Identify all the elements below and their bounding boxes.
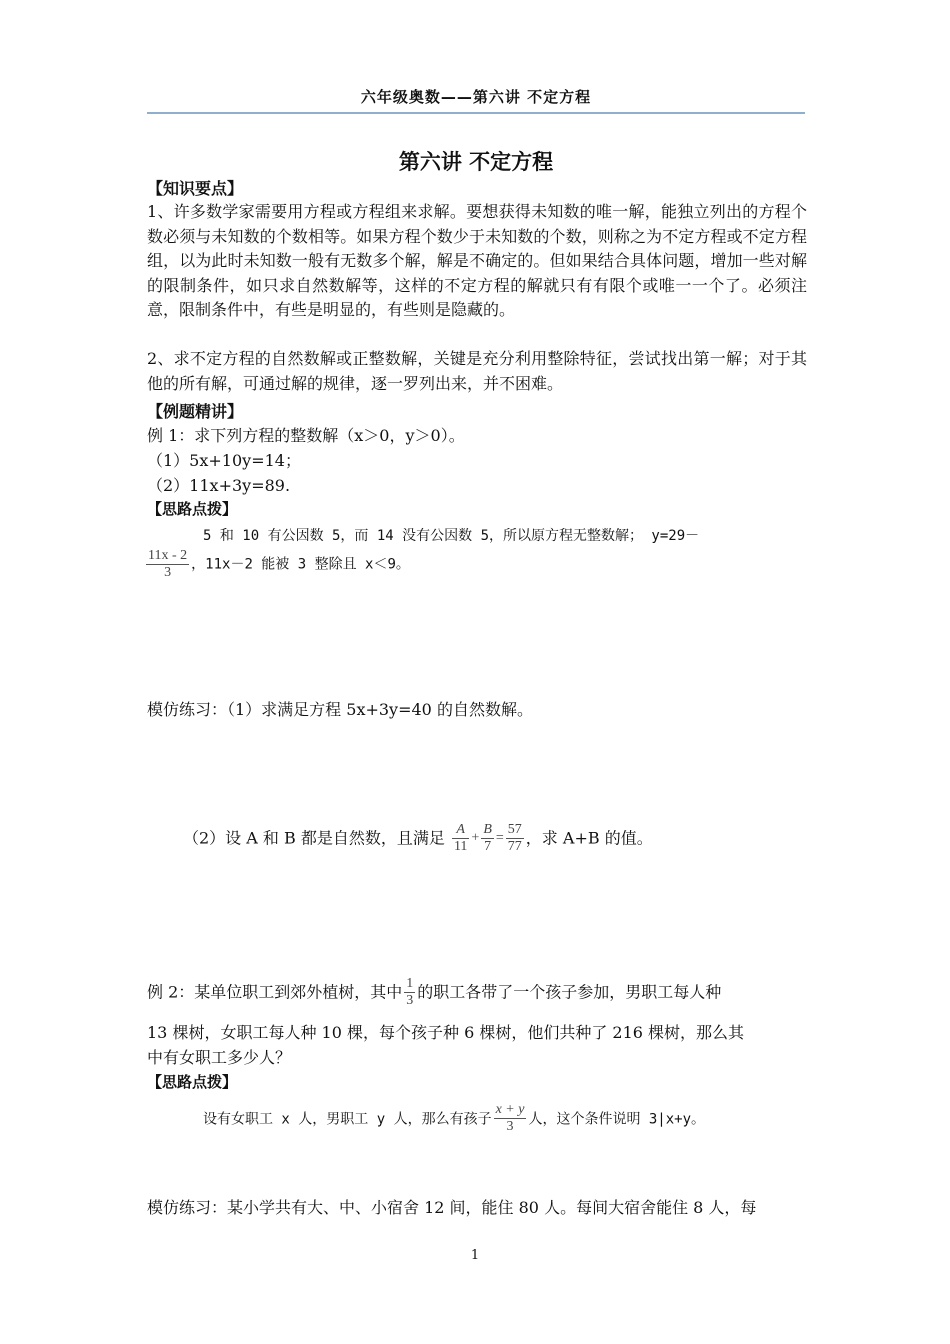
fraction-denominator: 7 xyxy=(484,839,492,854)
example2-hint-label: 【思路点拨】 xyxy=(147,1073,238,1091)
plus-sign: + xyxy=(471,830,480,846)
fraction-numerator: B xyxy=(483,822,492,837)
fraction-numerator: x + y xyxy=(495,1102,525,1117)
fraction-numerator: 57 xyxy=(507,822,522,837)
hint-text-before: 设有女职工 x 人，男职工 y 人，那么有孩子 xyxy=(203,1111,492,1128)
practice1-question-2 xyxy=(183,822,653,855)
lecture-title: 第六讲 不定方程 xyxy=(398,150,554,174)
fraction-57-over-77 xyxy=(506,822,524,855)
knowledge-paragraph-2: 2、求不定方程的自然数解或正整数解，关键是充分利用整除特征，尝试找出第一解；对于其他的所有解，可通过解的规律，逐一罗列出来，并不困难。 xyxy=(147,349,807,393)
example2-line-3: 中有女职工多少人？ xyxy=(147,1048,292,1067)
page-number: 1 xyxy=(470,1248,480,1263)
fraction-a-over-11 xyxy=(452,822,469,855)
fraction-numerator: A xyxy=(456,822,465,837)
fraction-one-third xyxy=(404,976,415,1009)
knowledge-paragraph-1: 1、许多数学家需要用方程或方程组来求解。要想获得未知数的唯一解，能独立列出的方程个数必须与未知数的个数相等。如果方程个数少于未知数的个数，则称之为不定方程或不定方程组，以为此时未知数一般有无数多个解，解是不确定的。但如果结合具体问题，增加一些对解的限制条件，如只求自然数解等，这样的不定方程的解就只有有限个或唯一一个了。必须注意，限制条件中，有些是明显的，有些则是隐藏的。 xyxy=(147,202,807,319)
fraction-x-plus-y-over-3 xyxy=(494,1102,527,1135)
equals-sign: = xyxy=(495,830,504,846)
section-knowledge-heading: 【知识要点】 xyxy=(147,179,244,198)
fraction-b-over-7 xyxy=(481,822,494,855)
fraction-denominator: 3 xyxy=(506,1119,514,1134)
fraction-numerator: 11x - 2 xyxy=(148,548,188,563)
hint-text: ，11x－2 能被 3 整除且 x＜9。 xyxy=(191,556,410,573)
fraction-denominator: 3 xyxy=(406,993,414,1008)
fraction-denominator: 3 xyxy=(164,565,172,580)
practice2-text: 模仿练习：某小学共有大、中、小宿舍 12 间，能住 80 人。每间大宿舍能住 8 人，每 xyxy=(147,1198,757,1217)
example2-line-2: 13 棵树，女职工每人种 10 棵，每个孩子种 6 棵树，他们共种了 216 棵树，那么其 xyxy=(147,1023,745,1042)
fraction-denominator: 77 xyxy=(507,839,522,854)
hint-fraction xyxy=(146,548,189,581)
example1-title: 例 1：求下列方程的整数解（x＞0，y＞0）。 xyxy=(147,426,465,445)
header-divider xyxy=(147,112,805,114)
page-header: 六年级奥数——第六讲 不定方程 xyxy=(360,88,592,106)
example1-equation-2: （2）11x+3y=89. xyxy=(147,476,291,495)
example2-text-before: 例 2：某单位职工到郊外植树，其中 xyxy=(147,982,403,1002)
example1-hint-line2 xyxy=(144,548,410,581)
example1-hint-label: 【思路点拨】 xyxy=(147,500,238,518)
example1-hint-line1: 5 和 10 有公因数 5，而 14 没有公因数 5，所以原方程无整数解； y=29－ xyxy=(203,528,700,544)
fraction-denominator: 11 xyxy=(453,839,468,854)
example2-text-after: 的职工各带了一个孩子参加，男职工每人种 xyxy=(417,982,722,1002)
q2-text-after: ，求 A+B 的值。 xyxy=(525,828,653,848)
example2-hint-line xyxy=(203,1102,705,1135)
practice1-question-1: 模仿练习：（1）求满足方程 5x+3y=40 的自然数解。 xyxy=(147,700,533,719)
example2-line-1 xyxy=(147,976,721,1009)
fraction-numerator: 1 xyxy=(406,976,414,991)
q2-text-before: （2）设 A 和 B 都是自然数，且满足 xyxy=(183,828,445,848)
example1-equation-1: （1）5x+10y=14； xyxy=(147,451,301,470)
hint-text-after: 人，这个条件说明 3|x+y。 xyxy=(528,1111,706,1128)
section-examples-heading: 【例题精讲】 xyxy=(147,402,244,421)
